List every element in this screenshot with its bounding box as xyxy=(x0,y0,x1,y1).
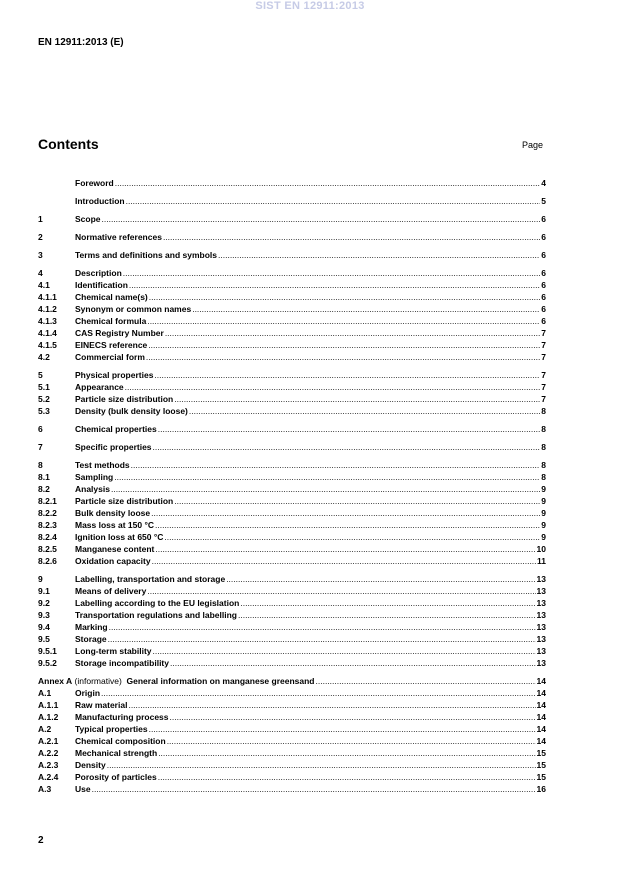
toc-page-number: 16 xyxy=(536,784,546,794)
toc-dot-leader xyxy=(92,783,536,795)
toc-entry[interactable] xyxy=(38,573,546,585)
toc-entry[interactable] xyxy=(38,471,546,483)
toc-dot-leader xyxy=(218,249,540,261)
toc-page-number: 13 xyxy=(536,574,546,584)
toc-number: A.1 xyxy=(38,688,52,698)
toc-number: A.1.2 xyxy=(38,712,59,722)
toc-page-number: 9 xyxy=(541,484,546,494)
toc-number: 9.2 xyxy=(38,598,50,608)
toc-number: 4.1.3 xyxy=(38,316,57,326)
toc-page-number: 14 xyxy=(536,724,546,734)
page-title: Contents xyxy=(38,136,99,152)
toc-page-number: 7 xyxy=(541,352,546,362)
toc-title: Foreword xyxy=(75,178,114,188)
toc-page-number: 8 xyxy=(541,406,546,416)
toc-entry[interactable] xyxy=(38,423,546,435)
toc-dot-leader xyxy=(146,351,540,363)
toc-entry[interactable] xyxy=(38,405,546,417)
toc-dot-leader xyxy=(147,585,535,597)
toc-title: Normative references xyxy=(75,232,162,242)
toc-dot-leader xyxy=(174,393,540,405)
toc-dot-leader xyxy=(125,381,541,393)
toc-entry[interactable] xyxy=(38,747,546,759)
toc-page-number: 14 xyxy=(536,688,546,698)
toc-title: Origin xyxy=(75,688,101,698)
toc-entry[interactable] xyxy=(38,531,546,543)
toc-entry[interactable] xyxy=(38,771,546,783)
toc-entry[interactable] xyxy=(38,339,546,351)
toc-annex-info: (informative) xyxy=(74,676,122,686)
toc-number: 1 xyxy=(38,214,43,224)
toc-dot-leader xyxy=(153,441,541,453)
toc-entry[interactable] xyxy=(38,351,546,363)
toc-dot-leader xyxy=(147,315,540,327)
toc-title: Means of delivery xyxy=(75,586,147,596)
toc-title: Labelling, transportation and storage xyxy=(75,574,226,584)
toc-dot-leader xyxy=(115,177,541,189)
toc-number: 5.1 xyxy=(38,382,50,392)
toc-entry[interactable] xyxy=(38,495,546,507)
toc-dot-leader xyxy=(170,657,536,669)
toc-entry[interactable] xyxy=(38,393,546,405)
toc-page-number: 11 xyxy=(537,556,546,566)
toc-page-number: 13 xyxy=(536,598,546,608)
toc-page-number: 14 xyxy=(536,676,546,686)
page-number: 2 xyxy=(38,835,44,846)
toc-number: 8.2 xyxy=(38,484,50,494)
toc-entry[interactable] xyxy=(38,369,546,381)
toc-dot-leader xyxy=(170,711,536,723)
toc-number: 8.2.3 xyxy=(38,520,57,530)
toc-title: Particle size distribution xyxy=(75,394,174,404)
toc-dot-leader xyxy=(158,423,541,435)
toc-dot-leader xyxy=(149,723,536,735)
toc-dot-leader xyxy=(131,459,541,471)
toc-number: 9.5 xyxy=(38,634,50,644)
toc-page-number: 4 xyxy=(541,178,546,188)
toc-entry[interactable] xyxy=(38,519,546,531)
toc-number: A.1.1 xyxy=(38,700,59,710)
toc-number: 9.1 xyxy=(38,586,50,596)
toc-number: 3 xyxy=(38,250,43,260)
toc-page-number: 13 xyxy=(536,610,546,620)
table-of-contents xyxy=(38,177,546,795)
toc-title: Scope xyxy=(75,214,101,224)
toc-number: 8.2.2 xyxy=(38,508,57,518)
toc-entry[interactable] xyxy=(38,315,546,327)
toc-number: A.2 xyxy=(38,724,52,734)
toc-page-number: 15 xyxy=(536,772,546,782)
toc-number: 9.4 xyxy=(38,622,50,632)
toc-number: 8.2.1 xyxy=(38,496,57,506)
toc-number: A.2.4 xyxy=(38,772,59,782)
toc-title: Introduction xyxy=(75,196,125,206)
toc-number: 4.1.1 xyxy=(38,292,57,302)
toc-entry[interactable] xyxy=(38,687,546,699)
toc-entry[interactable] xyxy=(38,735,546,747)
toc-number: A.3 xyxy=(38,784,52,794)
toc-entry[interactable] xyxy=(38,507,546,519)
toc-page-number: 7 xyxy=(541,370,546,380)
toc-entry[interactable] xyxy=(38,231,546,243)
toc-title: Density xyxy=(75,760,106,770)
toc-title: Test methods xyxy=(75,460,130,470)
toc-number: 8.1 xyxy=(38,472,50,482)
toc-dot-leader xyxy=(240,597,535,609)
toc-dot-leader xyxy=(189,405,540,417)
toc-number: 8.2.6 xyxy=(38,556,57,566)
toc-title: Chemical formula xyxy=(75,316,147,326)
toc-title: Physical properties xyxy=(75,370,154,380)
toc-number: 8.2.4 xyxy=(38,532,57,542)
toc-dot-leader xyxy=(165,327,540,339)
toc-title: Chemical name(s) xyxy=(75,292,148,302)
toc-title: Oxidation capacity xyxy=(75,556,151,566)
toc-page-number: 6 xyxy=(541,316,546,326)
toc-entry[interactable] xyxy=(38,759,546,771)
toc-page-number: 6 xyxy=(541,250,546,260)
toc-page-number: 6 xyxy=(541,268,546,278)
toc-title: Marking xyxy=(75,622,108,632)
toc-entry[interactable] xyxy=(38,783,546,795)
toc-title: General information on manganese greensand xyxy=(126,676,315,686)
toc-dot-leader xyxy=(107,759,536,771)
toc-dot-leader xyxy=(158,771,536,783)
toc-entry[interactable] xyxy=(38,699,546,711)
toc-number: 7 xyxy=(38,442,43,452)
toc-page-number: 13 xyxy=(536,634,546,644)
toc-entry[interactable] xyxy=(38,675,546,687)
toc-entry[interactable] xyxy=(38,621,546,633)
toc-title: EINECS reference xyxy=(75,340,148,350)
toc-dot-leader xyxy=(128,699,535,711)
toc-title: Long-term stability xyxy=(75,646,152,656)
standard-id: EN 12911:2013 (E) xyxy=(38,37,124,48)
toc-annex-label: Annex A xyxy=(38,676,73,686)
toc-number: 9.5.1 xyxy=(38,646,57,656)
toc-entry[interactable] xyxy=(38,213,546,225)
toc-page-number: 9 xyxy=(541,508,546,518)
toc-entry[interactable] xyxy=(38,327,546,339)
toc-number: 2 xyxy=(38,232,43,242)
toc-page-number: 8 xyxy=(541,442,546,452)
toc-title: Density (bulk density loose) xyxy=(75,406,188,416)
toc-number: 4.1 xyxy=(38,280,50,290)
toc-page-number: 6 xyxy=(541,232,546,242)
toc-title: Terms and definitions and symbols xyxy=(75,250,218,260)
toc-page-number: 7 xyxy=(541,340,546,350)
toc-entry[interactable] xyxy=(38,633,546,645)
toc-number: 4.1.5 xyxy=(38,340,57,350)
toc-dot-leader xyxy=(167,735,536,747)
toc-dot-leader xyxy=(129,279,540,291)
toc-dot-leader xyxy=(158,747,535,759)
toc-dot-leader xyxy=(114,471,540,483)
toc-page-number: 7 xyxy=(541,328,546,338)
toc-dot-leader xyxy=(148,339,540,351)
toc-title: Labelling according to the EU legislation xyxy=(75,598,240,608)
toc-title: Ignition loss at 650 °C xyxy=(75,532,164,542)
toc-dot-leader xyxy=(109,621,536,633)
toc-page-number: 9 xyxy=(541,520,546,530)
toc-title: Sampling xyxy=(75,472,114,482)
toc-dot-leader xyxy=(238,609,536,621)
toc-dot-leader xyxy=(153,645,536,657)
toc-entry[interactable] xyxy=(38,291,546,303)
toc-title: Use xyxy=(75,784,91,794)
toc-title: Specific properties xyxy=(75,442,152,452)
toc-number: 8.2.5 xyxy=(38,544,57,554)
toc-title: Mass loss at 150 °C xyxy=(75,520,154,530)
toc-page-number: 6 xyxy=(541,280,546,290)
toc-number: A.2.2 xyxy=(38,748,59,758)
toc-page-number: 13 xyxy=(536,646,546,656)
toc-entry[interactable] xyxy=(38,609,546,621)
toc-entry[interactable] xyxy=(38,585,546,597)
toc-page-number: 13 xyxy=(536,586,546,596)
toc-title: CAS Registry Number xyxy=(75,328,164,338)
toc-dot-leader xyxy=(149,291,541,303)
toc-entry[interactable] xyxy=(38,249,546,261)
toc-title: Storage xyxy=(75,634,107,644)
toc-entry[interactable] xyxy=(38,195,546,207)
toc-page-number: 14 xyxy=(536,700,546,710)
toc-title: Porosity of particles xyxy=(75,772,157,782)
toc-page-number: 6 xyxy=(541,214,546,224)
toc-entry[interactable] xyxy=(38,645,546,657)
toc-entry[interactable] xyxy=(38,459,546,471)
toc-title: Appearance xyxy=(75,382,124,392)
toc-entry[interactable] xyxy=(38,177,546,189)
toc-dot-leader xyxy=(174,495,540,507)
toc-number: 5.3 xyxy=(38,406,50,416)
toc-number: 4.1.2 xyxy=(38,304,57,314)
toc-title: Chemical composition xyxy=(75,736,166,746)
toc-title: Manganese content xyxy=(75,544,155,554)
toc-entry[interactable] xyxy=(38,483,546,495)
toc-number: 5 xyxy=(38,370,43,380)
toc-page-number: 13 xyxy=(536,658,546,668)
page-column-label: Page xyxy=(522,140,544,150)
toc-entry[interactable] xyxy=(38,597,546,609)
toc-title: Analysis xyxy=(75,484,110,494)
toc-dot-leader xyxy=(155,519,540,531)
toc-title: Typical properties xyxy=(75,724,148,734)
toc-title: Identification xyxy=(75,280,128,290)
toc-entry[interactable] xyxy=(38,555,546,567)
toc-page-number: 15 xyxy=(536,760,546,770)
toc-title: Particle size distribution xyxy=(75,496,174,506)
toc-dot-leader xyxy=(316,675,536,687)
toc-dot-leader xyxy=(163,231,540,243)
toc-page-number: 9 xyxy=(541,532,546,542)
toc-dot-leader xyxy=(164,531,540,543)
toc-entry[interactable] xyxy=(38,543,546,555)
toc-dot-leader xyxy=(152,555,536,567)
toc-dot-leader xyxy=(111,483,540,495)
toc-title: Commercial form xyxy=(75,352,145,362)
toc-title: Mechanical strength xyxy=(75,748,158,758)
toc-number: 6 xyxy=(38,424,43,434)
toc-page-number: 13 xyxy=(536,622,546,632)
toc-title: Storage incompatibility xyxy=(75,658,169,668)
toc-number: 4.1.4 xyxy=(38,328,57,338)
toc-dot-leader xyxy=(155,543,535,555)
toc-number: 5.2 xyxy=(38,394,50,404)
toc-title: Transportation regulations and labelling xyxy=(75,610,237,620)
toc-dot-leader xyxy=(108,633,536,645)
toc-dot-leader xyxy=(151,507,540,519)
toc-page-number: 6 xyxy=(541,304,546,314)
toc-page-number: 15 xyxy=(536,748,546,758)
toc-dot-leader xyxy=(192,303,540,315)
toc-title: Synonym or common names xyxy=(75,304,192,314)
toc-number: 8 xyxy=(38,460,43,470)
toc-entry[interactable] xyxy=(38,711,546,723)
toc-entry[interactable] xyxy=(38,381,546,393)
toc-page-number: 8 xyxy=(541,424,546,434)
toc-dot-leader xyxy=(126,195,541,207)
toc-dot-leader xyxy=(123,267,541,279)
toc-title: Manufacturing process xyxy=(75,712,169,722)
toc-entry[interactable] xyxy=(38,267,546,279)
toc-number: 9 xyxy=(38,574,43,584)
toc-title: Chemical properties xyxy=(75,424,157,434)
toc-dot-leader xyxy=(102,213,541,225)
toc-page-number: 6 xyxy=(541,292,546,302)
toc-number: 9.3 xyxy=(38,610,50,620)
toc-entry[interactable] xyxy=(38,303,546,315)
toc-number: A.2.1 xyxy=(38,736,59,746)
toc-page-number: 14 xyxy=(536,736,546,746)
toc-number: 4.2 xyxy=(38,352,50,362)
toc-entry[interactable] xyxy=(38,657,546,669)
toc-page-number: 8 xyxy=(541,472,546,482)
toc-dot-leader xyxy=(226,573,535,585)
toc-entry[interactable] xyxy=(38,441,546,453)
toc-number: 9.5.2 xyxy=(38,658,57,668)
toc-number: A.2.3 xyxy=(38,760,59,770)
toc-number: 4 xyxy=(38,268,43,278)
toc-page-number: 14 xyxy=(536,712,546,722)
toc-entry[interactable] xyxy=(38,723,546,735)
toc-page-number: 9 xyxy=(541,496,546,506)
toc-title: Raw material xyxy=(75,700,128,710)
toc-page-number: 10 xyxy=(536,544,546,554)
toc-page-number: 7 xyxy=(541,394,546,404)
toc-title: Bulk density loose xyxy=(75,508,151,518)
toc-page-number: 7 xyxy=(541,382,546,392)
toc-dot-leader xyxy=(154,369,540,381)
watermark: SIST EN 12911:2013 xyxy=(255,0,365,12)
toc-dot-leader xyxy=(101,687,536,699)
toc-entry[interactable] xyxy=(38,279,546,291)
toc-page-number: 5 xyxy=(541,196,546,206)
toc-title: Description xyxy=(75,268,122,278)
toc-page-number: 8 xyxy=(541,460,546,470)
